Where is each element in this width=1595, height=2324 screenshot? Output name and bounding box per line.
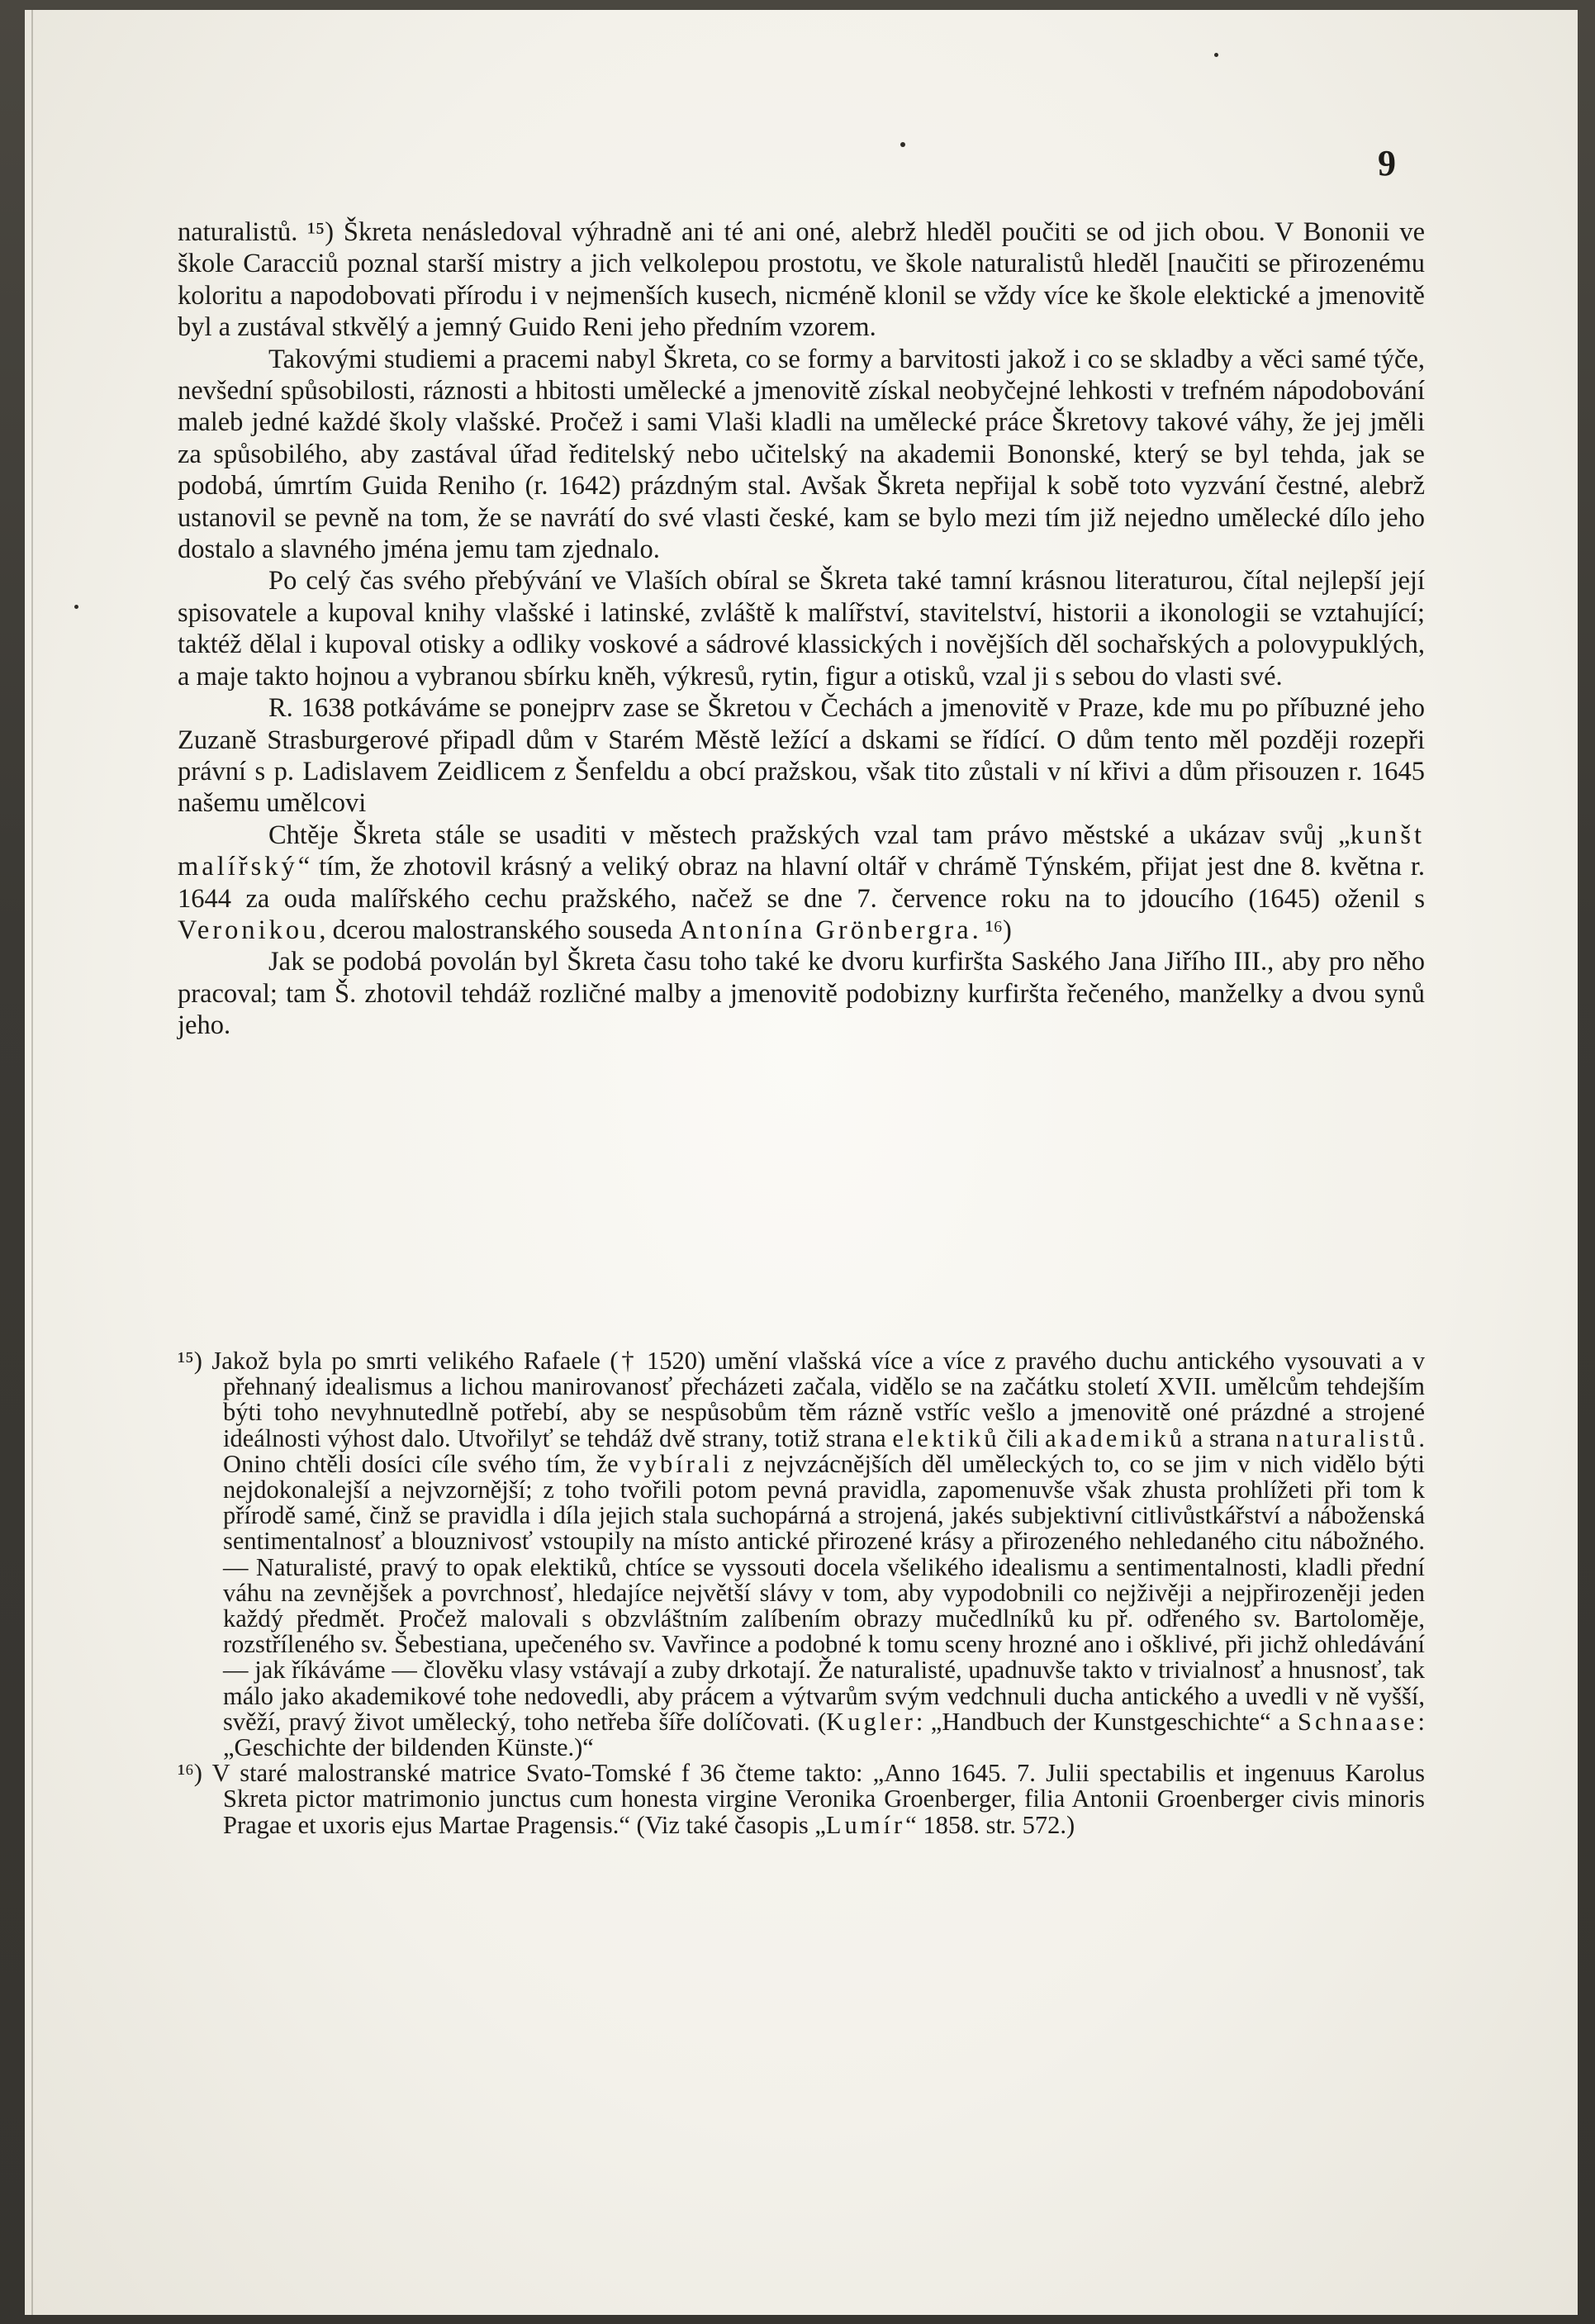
text-run: . ¹⁶) — [971, 915, 1012, 945]
spaced-emphasis: Kugler — [826, 1707, 916, 1736]
spaced-emphasis: kunšt malířský — [178, 820, 1425, 882]
text-run: “ 1858. str. 572.) — [905, 1810, 1075, 1839]
text-run: Chtěje Škreta stále se usaditi v městech pražských vzal tam právo městské a ukázav svůj „ — [268, 820, 1351, 850]
text-run: ¹⁵) Jakož byla po smrti velikého Rafaele († 1520) umění vlašská více a více z pravého duchu antického vysouvati a v přehnaný idealismus a lichou manirovanosť přecházeti začala, vidělo se na začátku století XVII. umělcům tehdejším býti toho nevyhnutedlně potřebí, aby se nespůsobům těm rázně vstříc vešlo a jmenovitě oné prázdné a strojené ideálnosti výhost dalo. Utvořilyť se tehdáž dvě strany, totiž strana — [178, 1347, 1425, 1452]
spaced-emphasis: elektiků — [892, 1423, 1000, 1452]
text-run: z nejvzácnějších děl uměleckých to, co se jim v nich vidělo býti nejdokonalejší a nejvzornější; z toho tvořili potom pevná pravidla, zapomenuvše však zhusta prohlížeti při tom k přírodě samé, činž se pravidla i díla jejich stala suchopárná a strojená, jakés subjektivní citlivůstkářství a náboženská sentimentalnosť a blouznivosť vstoupily na místo antické přirozené krásy a přirozeného nehledaného citu nábožného. — Naturalisté, pravý to opak elektiků, chtíce se vyssouti docela všelikého idealismu a sentimentalnosti, kladli přední váhu na zevnějšek a povrchnosť, hledajíce největší slávy v tom, aby vypodobnili co nejživěji a nejpřirozeněji jeden každý předmět. Pročež malovali s obzvláštním zalíbením obrazy mučedlníků ku př. odřeného sv. Bartoloměje, rozstříleného sv. Šebestiana, upečeného sv. Vavřince a podobné k tomu sceny hrozné ano i ošklivé, při jichž ohledávání — jak říkáváme — člověku vlasy vstávají a zuby drkotají. Že naturalisté, upadnuvše takto v trivialnosť a hnusnosť, tak málo jako akademikové tohe nedovedli, aby prácem a výtvarům svým vedchnuli ducha antického a uvedli v ně vyšší, svěží, pravý život umělecký, toho netřeba šíře dolíčovati. ( — [223, 1449, 1425, 1736]
paragraph: Takovými studiemi a pracemi nabyl Škreta, co se formy a barvitosti jakož i co se skladby a věci samé týče, nevšední spůsobilosti, ráznosti a hbitosti umělecké a jmenovitě získal neobyčejné lehkosti v trefném nápodobování maleb jedné každé školy vlašské. Pročež i sami Vlaši kladli na umělecké práce Škretovy takové váhy, že jej jměli za spůsobilého, aby zastával úřad ředitelský nebo učitelský na akademii Bononské, který se byl tehda, jak se podobá, úmrtím Guida Reniho (r. 1642) prázdným stal. Avšak Škreta nepřijal k sobě toto vyzvání čestné, alebrž ustanovil se pevně na tom, že se navrátí do své vlasti české, kam se bylo mezi tím již nejedno umělecké dílo jeho dostalo a slavného jména jemu tam zjednalo. — [178, 344, 1425, 565]
text-run: ¹⁶) V staré malostranské matrice Svato-Tomské f 36 čteme takto: „Anno 1645. 7. Julii spectabilis et ingenuus Karolus Skreta pictor matrimonio junctus cum honesta virgine Veronika Groenberger, filia Antonii Groenberger civis minoris Pragae et uxoris ejus Martae Pragensis.“ (Viz také časopis „ — [178, 1759, 1425, 1839]
paragraph: Po celý čas svého přebývání ve Vlaších obíral se Škreta také tamní krásnou literaturou, čítal nejlepší její spisovatele a kupoval knihy vlašské i latinské, zvláště k malířství, stavitelství, historii a ikonologii se vztahující; taktéž dělal i kupoval otisky a odliky voskové a sádrové klassických i novějších děl sochařských a polovypuklých, a maje takto hojnou a vybranou sbírku kněh, výkresů, rytin, figur a otisků, vzal ji s sebou do vlasti své. — [178, 566, 1425, 691]
main-text — [178, 216, 1425, 1042]
spaced-emphasis: naturalistů — [1275, 1423, 1419, 1452]
page-number: 9 — [1378, 143, 1396, 183]
page-edge-shadow — [31, 10, 33, 2315]
spaced-emphasis: Schnaase — [1298, 1707, 1418, 1736]
text-run: a strana — [1184, 1423, 1276, 1452]
ink-speck — [1214, 53, 1218, 57]
paragraph: R. 1638 potkáváme se ponejprv zase se Škretou v Čechách a jmenovitě v Praze, kde mu po příbuzné jeho Zuzaně Strasburgerové připadl dům v Starém Městě ležící a dskami se řídící. O dům tento měl později rozepři právní s p. Ladislavem Zeidlicem z Šenfeldu a obcí pražskou, však tito zůstali v ní křivi a dům přisouzen r. 1645 našemu umělcovi — [178, 693, 1425, 819]
paragraph: Jak se podobá povolán byl Škreta času toho také ke dvoru kurfiršta Saského Jana Jiřího III., aby pro něho pracoval; tam Š. zhotovil tehdáž rozličné malby a jmenovitě podobizny kurfiršta řečeného, manželky a dvou synů jeho. — [178, 947, 1425, 1041]
text-run: , dcerou malostranského souseda — [319, 915, 680, 945]
text-run: : „Geschichte der bildenden Künste.)“ — [223, 1707, 1425, 1762]
spaced-emphasis: Lumír — [825, 1810, 906, 1839]
spaced-emphasis: akademiků — [1045, 1423, 1185, 1452]
spaced-emphasis: Antonína Grönbergra — [679, 915, 972, 945]
footnote-16 — [178, 1761, 1425, 1838]
text-run: : „Handbuch der Kunstgeschichte“ a — [915, 1707, 1298, 1736]
text-run: . Onino chtěli dosíci cíle svého tím, že — [223, 1423, 1425, 1478]
ink-speck — [74, 605, 78, 609]
book-page — [25, 10, 1578, 2315]
text-run: “ tím, že zhotovil krásný a veliký obraz na hlavní oltář v chrámě Týnském, přijat jest dne 8. května r. 1644 za ouda malířského cechu pražského, načež se dne 7. července roku na to jdoucího (1645) oženil s — [178, 852, 1425, 914]
paragraph — [178, 820, 1425, 947]
spaced-emphasis: Veronikou — [178, 915, 320, 945]
paragraph: naturalistů. ¹⁵) Škreta nenásledoval výhradně ani té ani oné, alebrž hleděl poučiti se od jich obou. V Bononii ve škole Caracciů poznal starší mistry a jich velkolepou prostotu, ve škole naturalistů hleděl [naučiti se přirozenému koloritu a napodobovati přírodu i v nejmenších kusech, nicméně klonil se vždy více ke škole elektické a jmenovitě byl a zustával stkvělý a jemný Guido Reni jeho předním vzorem. — [178, 217, 1425, 343]
footnotes — [178, 1348, 1425, 1838]
footnote-15 — [178, 1348, 1425, 1761]
ink-speck — [900, 142, 905, 147]
text-run: čili — [999, 1423, 1046, 1452]
spaced-emphasis: vybírali — [628, 1449, 733, 1478]
